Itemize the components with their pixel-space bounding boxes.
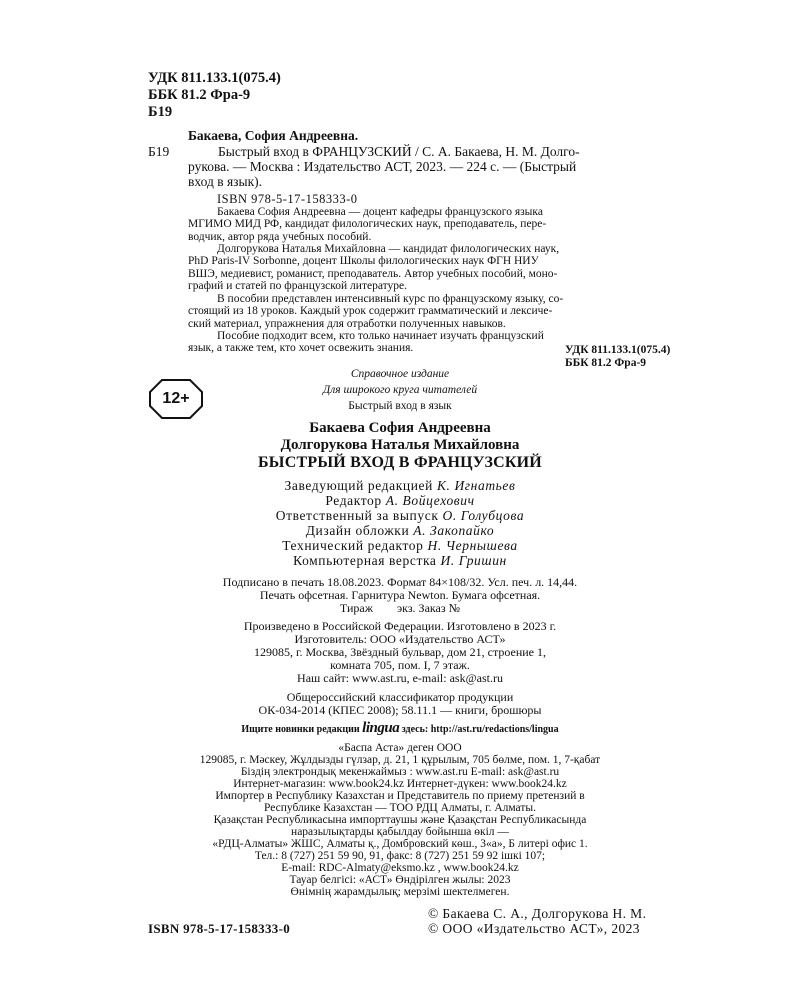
annotation-line: ВШЭ, медиевист, романист, преподаватель. Автор учебных пособий, моно- (188, 267, 558, 280)
okp-info: ОК-034-2014 (КПЕС 2008); 58.11.1 — книги, брошюры (258, 703, 542, 717)
catalog-author-mark: Б19 (148, 144, 170, 159)
annotation-author1 (188, 206, 707, 243)
copyright-publisher: © ООО «Издательство АСТ», 2023 (428, 921, 640, 936)
kz-line: Тел.: 8 (727) 251 59 90, 91, факс: 8 (727) 251 59 92 ішкі 107; (254, 850, 546, 862)
kz-line: Біздің электрондық мекенжаймыз : www.ast.ru E-mail: ask@ast.ru (240, 766, 560, 778)
annotation-line: Долгорукова Наталья Михайловна — кандидат филологических наук, (217, 243, 560, 255)
credit-line (140, 553, 660, 569)
credit-name: Н. Чернышева (427, 538, 518, 553)
credit-line (140, 493, 660, 509)
credit-role: Заведующий редакцией (284, 478, 433, 493)
author-name: Долгорукова Наталья Михайловна (280, 437, 520, 453)
credit-name: А. Войцехович (385, 493, 475, 508)
production-info: Произведено в Российской Федерации. Изготовлено в 2023 г. (243, 619, 557, 633)
lingua-link: здесь: http://ast.ru/redactions/lingua (401, 724, 559, 735)
copyright-authors: © Бакаева С. А., Долгорукова Н. М. (428, 906, 647, 921)
credit-name: К. Игнатьев (436, 478, 516, 493)
kz-line: Тауар белгісі: «АСТ» Өндірілген жылы: 2023 (289, 874, 511, 886)
credit-name: А. Закопайко (413, 523, 495, 538)
production-info: 129085, г. Москва, Звёздный бульвар, дом 21, строение 1, (253, 645, 546, 659)
annotation-author2 (188, 243, 707, 293)
credit-line (140, 538, 660, 554)
catalog-line: рукова. — Москва : Издательство АСТ, 2023. — 224 с. — (Быстрый (188, 159, 577, 174)
bbk-right: ББК 81.2 Фра-9 (565, 357, 647, 369)
annotation-course (188, 293, 707, 330)
catalog-description (188, 144, 707, 189)
credit-line (140, 508, 660, 524)
lingua-logo: lingua (362, 720, 400, 736)
annotation-line: Бакаева София Андреевна — доцент кафедры французского языка (217, 206, 543, 218)
annotation-line: В пособии представлен интенсивный курс по французскому языку, со- (217, 293, 564, 305)
lingua-text: Ищите новинки редакции (241, 724, 360, 735)
catalog-isbn: ISBN 978-5-17-158333-0 (217, 192, 358, 206)
kz-line: «Баспа Аста» деген ООО (338, 742, 462, 754)
production-info: комната 705, пом. I, 7 этаж. (330, 658, 470, 672)
author-name: Бакаева София Андреевна (309, 420, 491, 436)
print-info: Тираж экз. Заказ № (339, 601, 461, 615)
catalog-line: Быстрый вход в ФРАНЦУЗСКИЙ / С. А. Бакаева, Н. М. Долго- (218, 144, 580, 159)
annotation-line: МГИМО МИД РФ, кандидат филологических наук, преподаватель, пере- (188, 218, 547, 231)
annotation-line: Пособие подходит всем, кто только начинает изучать французский (217, 330, 544, 342)
credit-name: И. Гришин (440, 553, 507, 568)
credit-line (140, 523, 660, 539)
credit-line (140, 478, 660, 494)
production-info: Наш сайт: www.ast.ru, e-mail: ask@ast.ru (297, 671, 503, 685)
annotation-line: водчик, автор ряда учебных пособий. (188, 230, 372, 243)
edition-type: Справочное издание (350, 368, 450, 380)
credit-name: О. Голубцова (442, 508, 525, 523)
production-info: Изготовитель: ООО «Издательство АСТ» (294, 632, 506, 646)
kz-line: Интернет-магазин: www.book24.kz Интернет-дүкен: www.book24.kz (233, 778, 567, 790)
kz-line: E-mail: RDC-Almaty@eksmo.kz , www.book24.kz (281, 862, 519, 874)
okp-info: Общероссийский классификатор продукции (286, 690, 514, 704)
kz-line: Импортер в Республику Казахстан и Представитель по приему претензий в (215, 790, 585, 802)
print-info: Подписано в печать 18.08.2023. Формат 84×108/32. Усл. печ. л. 14,44. (222, 575, 578, 589)
credit-role: Технический редактор (282, 538, 424, 553)
annotation-line: графий и статей по французской литературе. (188, 280, 407, 293)
udk-right: УДК 811.133.1(075.4) (565, 344, 671, 356)
edition-series: Быстрый вход в язык (348, 400, 452, 412)
edition-audience: Для широкого круга читателей (322, 384, 478, 396)
kz-line: наразылықтарды қабылдау бойынша өкіл — (291, 826, 509, 838)
credit-role: Ответственный за выпуск (275, 508, 439, 523)
age-rating-text: 12+ (162, 390, 190, 407)
kz-line: Өнімнің жарамдылық; мерзімі шектелмеген. (290, 886, 510, 898)
annotation-line: PhD Paris-IV Sorbonne, доцент Школы филологических наук ФГН НИУ (188, 255, 539, 268)
print-info: Печать офсетная. Гарнитура Newton. Бумага офсетная. (259, 588, 541, 602)
catalog-line: вход в язык). (188, 174, 263, 189)
annotation-line: язык, а также тем, кто хочет освежить знания. (188, 342, 414, 355)
credit-role: Дизайн обложки (305, 523, 410, 538)
kz-line: 129085, г. Мәскеу, Жұлдызды гүлзар, д. 21, 1 құрылым, 705 бөлме, пом. 1, 7-қабат (199, 754, 601, 766)
book-title: БЫСТРЫЙ ВХОД В ФРАНЦУЗСКИЙ (258, 454, 542, 471)
udk-code: УДК 811.133.1(075.4) (148, 70, 281, 86)
bbk-code: ББК 81.2 Фра-9 (148, 87, 251, 103)
annotation-line: ский материал, упражнения для отработки полученных навыков. (188, 317, 506, 330)
credit-role: Компьютерная верстка (293, 553, 437, 568)
catalog-author-heading: Бакаева, София Андреевна. (188, 128, 359, 143)
author-mark: Б19 (148, 104, 173, 120)
kz-line: «РДЦ-Алматы» ЖШС, Алматы қ., Домбровский көш., 3«а», Б литері офис 1. (212, 838, 588, 850)
footer-isbn: ISBN 978-5-17-158333-0 (148, 921, 291, 936)
credit-role: Редактор (325, 493, 382, 508)
lingua-promo (140, 720, 660, 737)
kz-line: Республике Казахстан — ТОО РДЦ Алматы, г. Алматы. (263, 802, 536, 814)
kz-line: Қазақстан Республикасына импорттаушы және Қазақстан Республикасында (213, 814, 587, 826)
annotation-line: стоящий из 18 уроков. Каждый урок содержит грамматический и лексиче- (188, 305, 553, 318)
